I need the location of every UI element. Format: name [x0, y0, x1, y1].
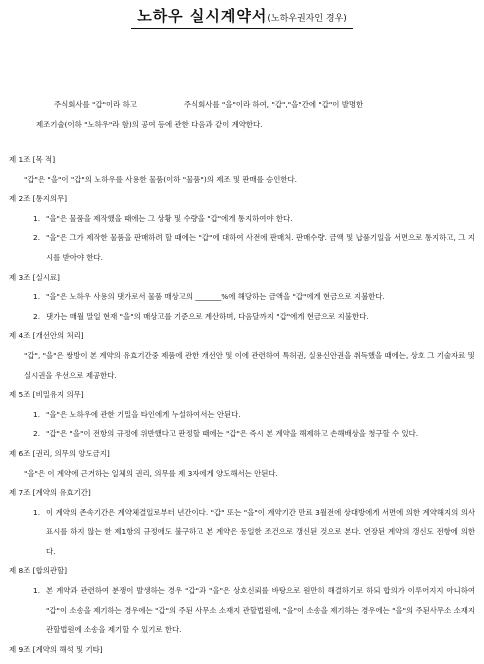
item-number: 1.	[33, 507, 41, 517]
article-items	[9, 209, 475, 268]
article-item	[33, 287, 475, 307]
article-section	[9, 150, 475, 189]
article-heading: 제 4조 [개선안의 처리]	[9, 331, 84, 341]
preamble-line-1: 주식회사를 "갑"이라 하고 주식회사를 "을"이라 하여, "갑","을"간에 "갑"이 발명한	[54, 100, 364, 109]
item-text: 댓가는 매월 말일 현재 "을"의 매상고를 기준으로 계산하며, 다음달까지 "갑"에게 현금으로 지불한다.	[46, 311, 369, 321]
article-item	[33, 405, 475, 425]
item-text: 이 계약의 존속기간은 계약체결일로부터 년간이다. "갑" 또는 "을"이 계약기간 만료 3월전에 상대방에게 서면에 의한 계약해지의 의사표시를 하지 않는 한 제1항의 규정에도 불구하고 본 계약은 동일한 조건으로 갱신된 것으로 본다. 연장된 계약의 갱신도 전항에 의한다.	[46, 507, 475, 556]
article-item	[33, 209, 475, 229]
item-number: 2.	[33, 429, 41, 439]
article-items	[9, 503, 475, 562]
article-items	[9, 287, 475, 326]
item-text: "을"은 노하우에 관한 기밀을 타인에게 누설하여서는 안된다.	[46, 409, 241, 419]
article-body: "갑", "을"은 쌍방이 본 계약의 유효기간중 제품에 관한 개선안 및 이에 관련하여 특허권, 실용신안권을 취득했을 때에는, 상호 그 기술자료 및 실시권을 우선으로 제공한다.	[24, 350, 475, 380]
article-item	[33, 228, 475, 267]
article-heading: 제 7조 [계약의 유효기간]	[9, 488, 91, 498]
item-number: 1.	[33, 409, 41, 419]
preamble-line-2: 제조기술(이하 "노하우"라 함)의 공여 등에 관한 다음과 같이 계약한다.	[36, 120, 263, 129]
title-subtitle: (노하우권자인 경우)	[267, 14, 347, 24]
title-block	[0, 5, 484, 29]
article-heading: 제 9조 [계약의 해석 및 기타]	[9, 644, 103, 654]
article-heading: 제 3조 [실시료]	[9, 272, 60, 282]
article-section	[9, 189, 475, 267]
article-section	[9, 483, 475, 561]
item-text: "을"은 노하우 사용의 댓가로서 물품 매상고의 _______%에 해당하는 금액을 "갑"에게 현금으로 지불한다.	[46, 292, 385, 302]
item-number: 2.	[33, 311, 41, 321]
article-items	[9, 405, 475, 444]
title-main: 노하우 실시계약서	[137, 7, 268, 25]
article-heading: 제 2조 [통지의무]	[9, 194, 68, 204]
item-text: 본 계약과 관련하여 분쟁이 발생하는 경우 "갑"과 "을"은 상호신뢰를 바탕으로 원만히 해결하기로 하되 합의가 이루어지지 아니하여 "갑"이 소송을 제기하는 경우에는 "갑"의 주된 사무소 소재지 관할법원에, "을"이 소송을 제기하는 경우에는 "을"의 주된사무소 소재지 관할법원에 소송을 제기할 수 있기로 한다.	[46, 586, 475, 635]
document-title	[131, 5, 353, 29]
article-heading: 제 6조 [권리, 의무의 양도금지]	[9, 448, 110, 458]
item-text: "갑"은 "을"이 전항의 규정에 위반했다고 판정할 때에는 "갑"은 즉시 본 계약을 해제하고 손해배상을 청구할 수 있다.	[46, 429, 419, 439]
article-heading: 제 8조 [합의관할]	[9, 566, 68, 576]
article-body: "갑"은 "을"이 "갑"의 노하우를 사용한 물품(이하 "물품")의 제조 및 판매를 승인한다.	[24, 174, 297, 184]
article-section	[9, 561, 475, 639]
article-body: "을"은 이 계약에 근거하는 일체의 권리, 의무를 제 3자에게 양도해서는 안된다.	[24, 468, 278, 478]
article-heading: 제 5조 [비밀유지 의무]	[9, 390, 84, 400]
article-section	[9, 268, 475, 327]
item-text: "을"은 물품을 제작했을 때에는 그 상황 및 수량을 "갑"에게 통지하여야 한다.	[46, 213, 293, 223]
article-item	[33, 424, 475, 444]
item-text: "을"은 그가 제작한 물품을 판매하려 할 때에는 "갑"에 대하여 사전에 판매처. 판매수량. 금액 및 납품기일을 서면으로 통지하고, 그 지시를 받아야 한다.	[46, 233, 475, 262]
item-number: 2.	[33, 233, 41, 243]
articles-list	[9, 150, 475, 659]
item-number: 1.	[33, 586, 41, 596]
article-section	[9, 326, 475, 385]
article-item	[33, 307, 475, 327]
item-number: 1.	[33, 292, 41, 302]
article-item	[33, 503, 475, 562]
article-item	[33, 581, 475, 640]
item-number: 1.	[33, 213, 41, 223]
article-section	[9, 385, 475, 444]
article-heading: 제 1조 [목 적]	[9, 155, 56, 164]
article-section	[9, 444, 475, 483]
article-items	[9, 581, 475, 640]
preamble	[28, 95, 468, 135]
article-section	[9, 640, 475, 660]
